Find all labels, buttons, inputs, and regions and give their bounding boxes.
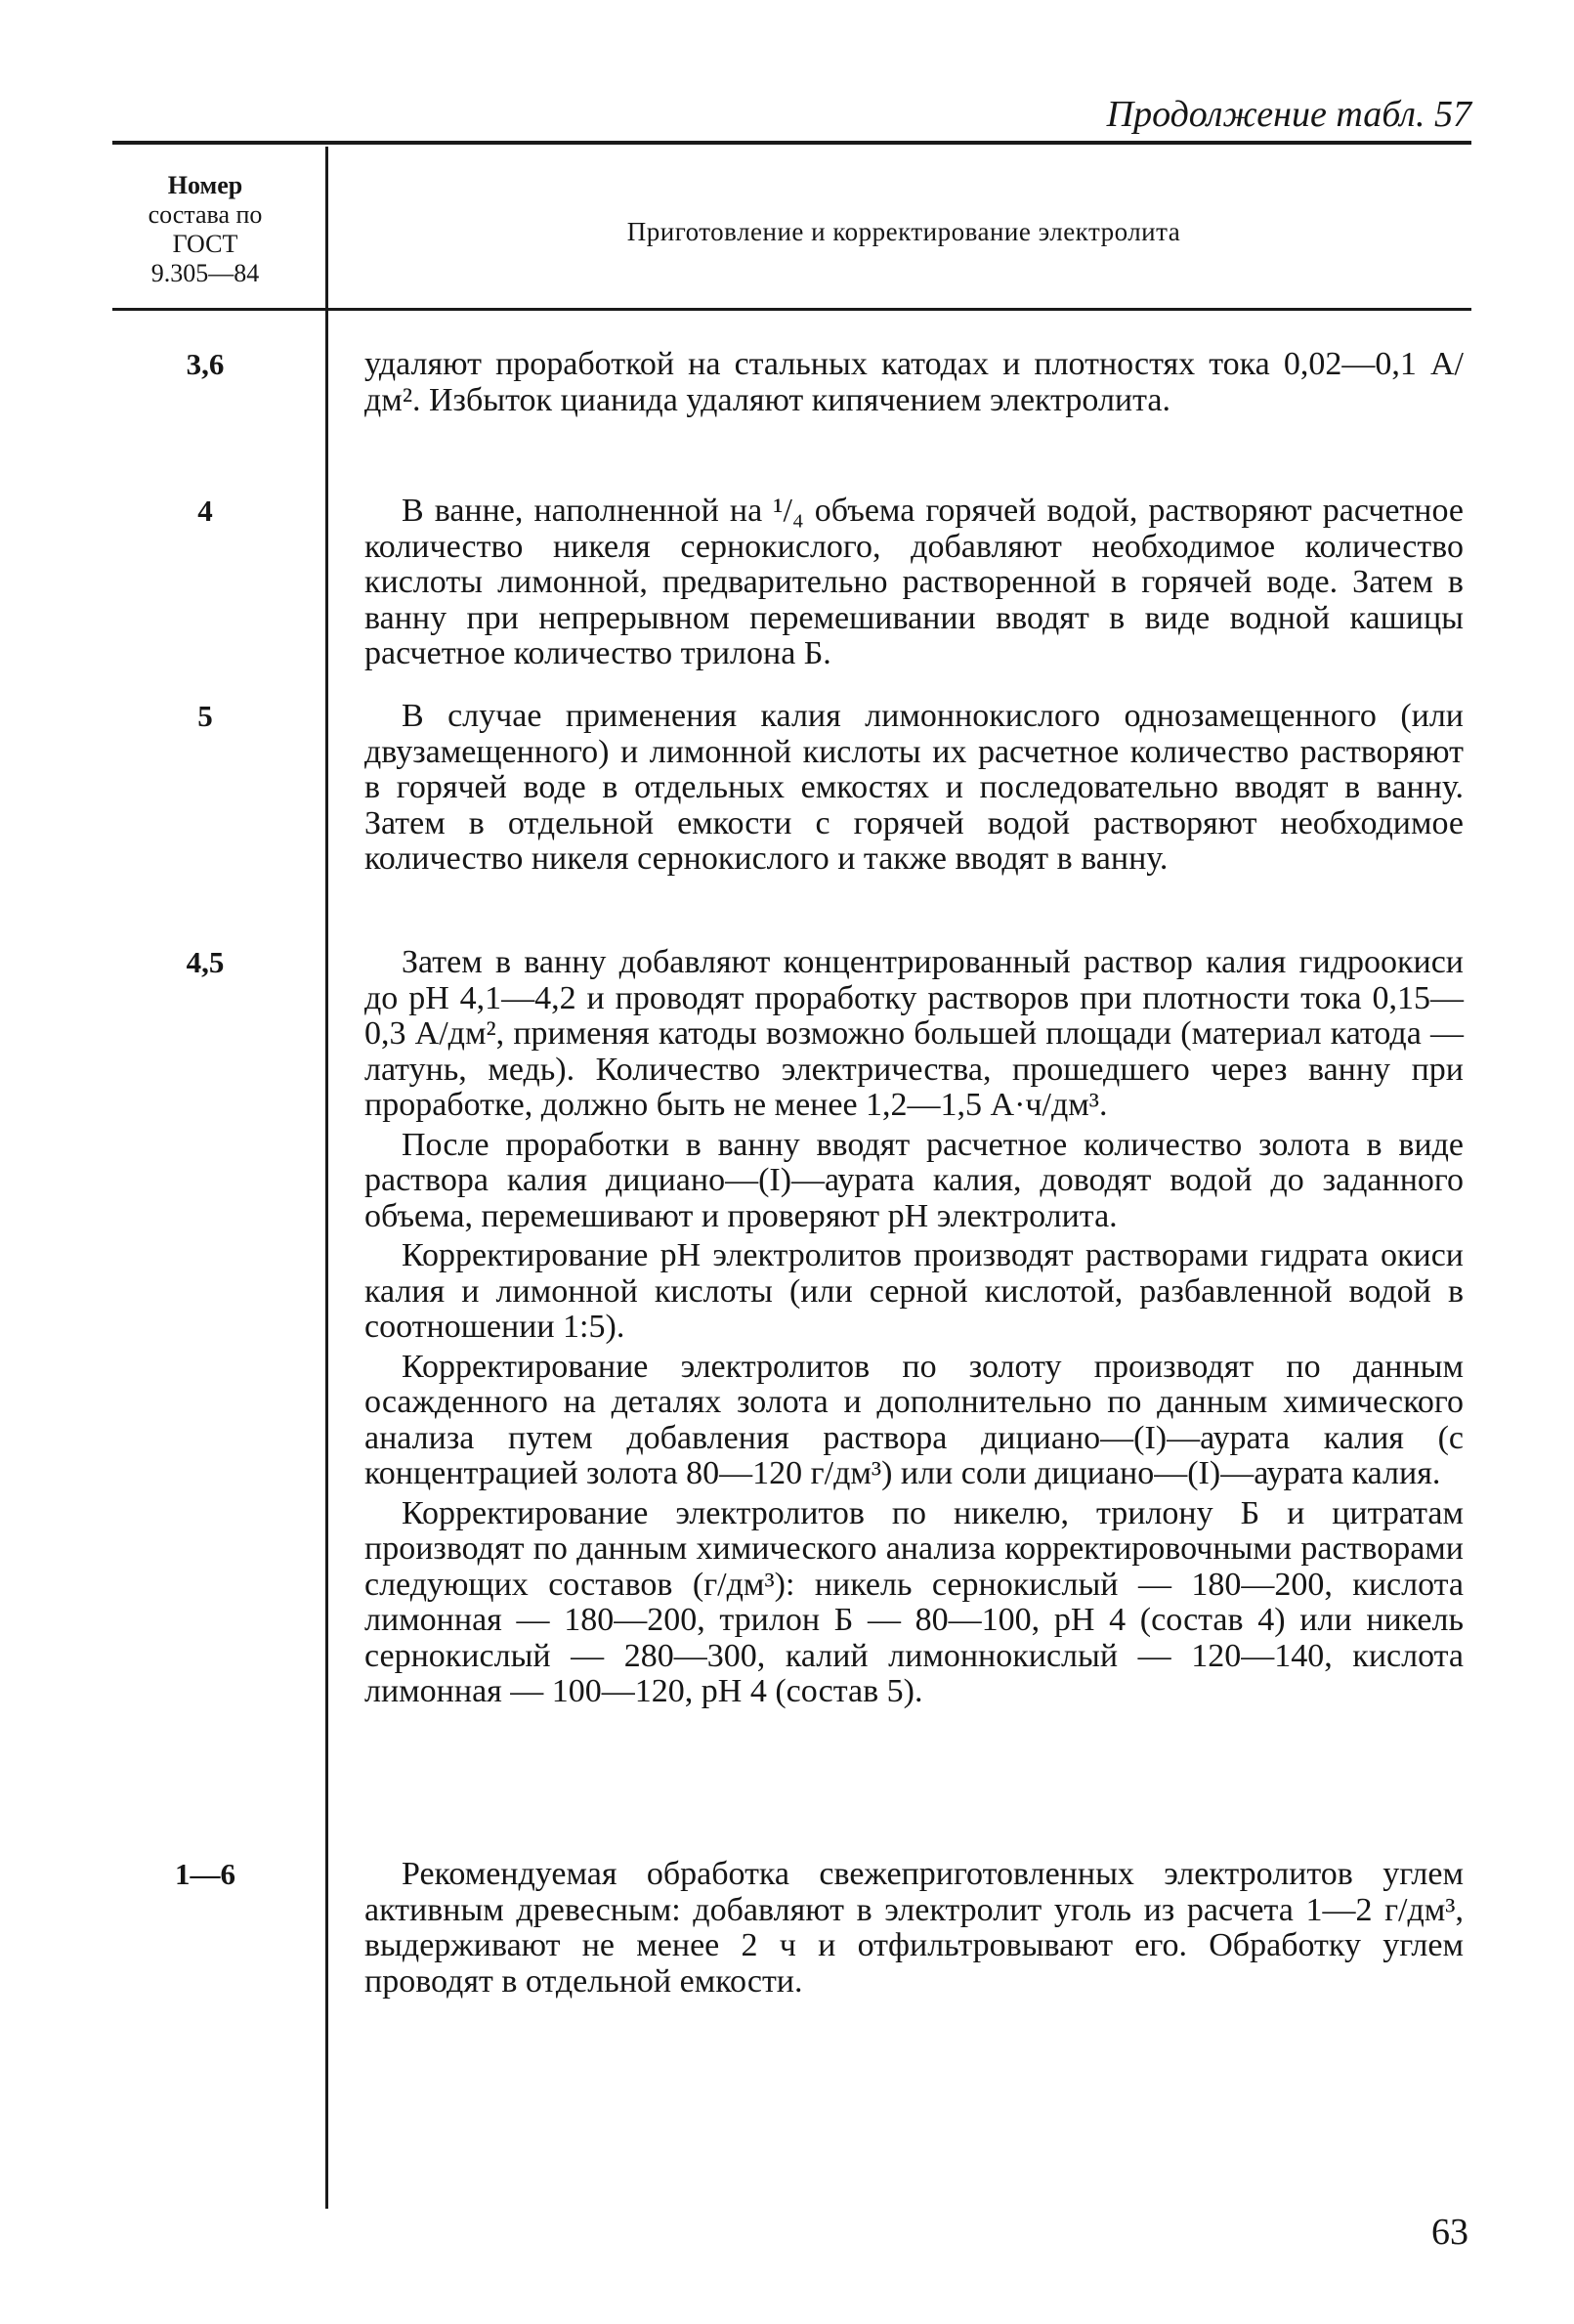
column-divider [325, 147, 328, 2209]
row-text [364, 494, 1464, 676]
table-continuation-caption: Продолжение табл. 57 [1106, 94, 1471, 135]
page-number: 63 [1431, 2212, 1468, 2253]
header-line: Номер [167, 171, 243, 199]
row-text [364, 945, 1464, 1714]
row-number: 5 [197, 699, 213, 733]
header-line: 9.305—84 [150, 259, 260, 287]
header-rule [112, 308, 1471, 311]
header-line: состава по [148, 200, 263, 229]
paragraph: Рекомендуемая обработка свежеприготовленных электролитов углем активным древесным: добавляют в электролит уголь из расчета 1—2 г/дм³, выдерживают не менее 2 ч и отфильтровывают его. Обработку углем проводят в отдельной емкости. [364, 1856, 1464, 2000]
paragraph: Корректирование электролитов по золоту производят по данным осажденного на деталях золота и дополнительно по данным химического анализа путем добавления раствора дициано—(I)—аурата калия (с концентрацией золота 80—120 г/дм³) или соли дициано—(I)—аурата калия. [364, 1348, 1464, 1491]
row-number: 1—6 [175, 1857, 235, 1891]
paragraph: Затем в ванну добавляют концентрированный раствор калия гидроокиси до pH 4,1—4,2 и проводят проработку растворов при плотности тока 0,15—0,3 А/дм², применяя катоды возможно большей площади (материал катода — латунь, медь). Количество электричества, прошедшего через ванну при проработке, должно быть не менее 1,2—1,5 А·ч/дм³. [364, 944, 1464, 1123]
row-text [364, 347, 1464, 422]
row-number: 3,6 [186, 347, 225, 381]
header-preparation: Приготовление и корректирование электролита [626, 217, 1181, 246]
header-standard-number [112, 171, 298, 288]
row-text [364, 699, 1464, 882]
paragraph: удаляют проработкой на стальных катодах и плотностях тока 0,02—0,1 А/дм². Избыток цианида удаляют кипячением электролита. [364, 346, 1464, 418]
paragraph: После проработки в ванну вводят расчетное количество золота в виде раствора калия дициано—(I)—аурата калия, доводят водой до заданного объема, перемешивают и проверяют pH электролита. [364, 1126, 1464, 1234]
paragraph: Корректирование pH электролитов производят растворами гидрата окиси калия и лимонной кислоты (или серной кислотой, разбавленной водой в соотношении 1:5). [364, 1237, 1464, 1345]
paragraph: В ванне, наполненной на ¹/₄ объема горячей водой, растворяют расчетное количество никеля сернокислого, добавляют необходимое количество кислоты лимонной, предварительно растворенной в горячей воде. Затем в ванну при непрерывном перемешивании вводят в виде водной кашицы расчетное количество трилона Б. [364, 493, 1464, 671]
row-number: 4 [197, 494, 213, 528]
row-text [364, 1857, 1464, 2003]
top-rule [112, 141, 1471, 145]
header-line: ГОСТ [172, 230, 238, 258]
row-number: 4,5 [186, 945, 225, 979]
paragraph: Корректирование электролитов по никелю, трилону Б и цитратам производят по данным химического анализа корректировочными растворами следующих составов (г/дм³): никель сернокислый — 180—200, кислота лимонная — 180—200, трилон Б — 80—100, pH 4 (состав 4) или никель сернокислый — 280—300, калий лимоннокислый — 120—140, кислота лимонная — 100—120, pH 4 (состав 5). [364, 1494, 1464, 1709]
paragraph: В случае применения калия лимоннокислого однозамещенного (или двузамещенного) и лимонной кислоты их расчетное количество растворяют в горячей воде в отдельных емкостях и последовательно вводят в ванну. Затем в отдельной емкости с горячей водой растворяют необходимое количество никеля сернокислого и также вводят в ванну. [364, 698, 1464, 877]
